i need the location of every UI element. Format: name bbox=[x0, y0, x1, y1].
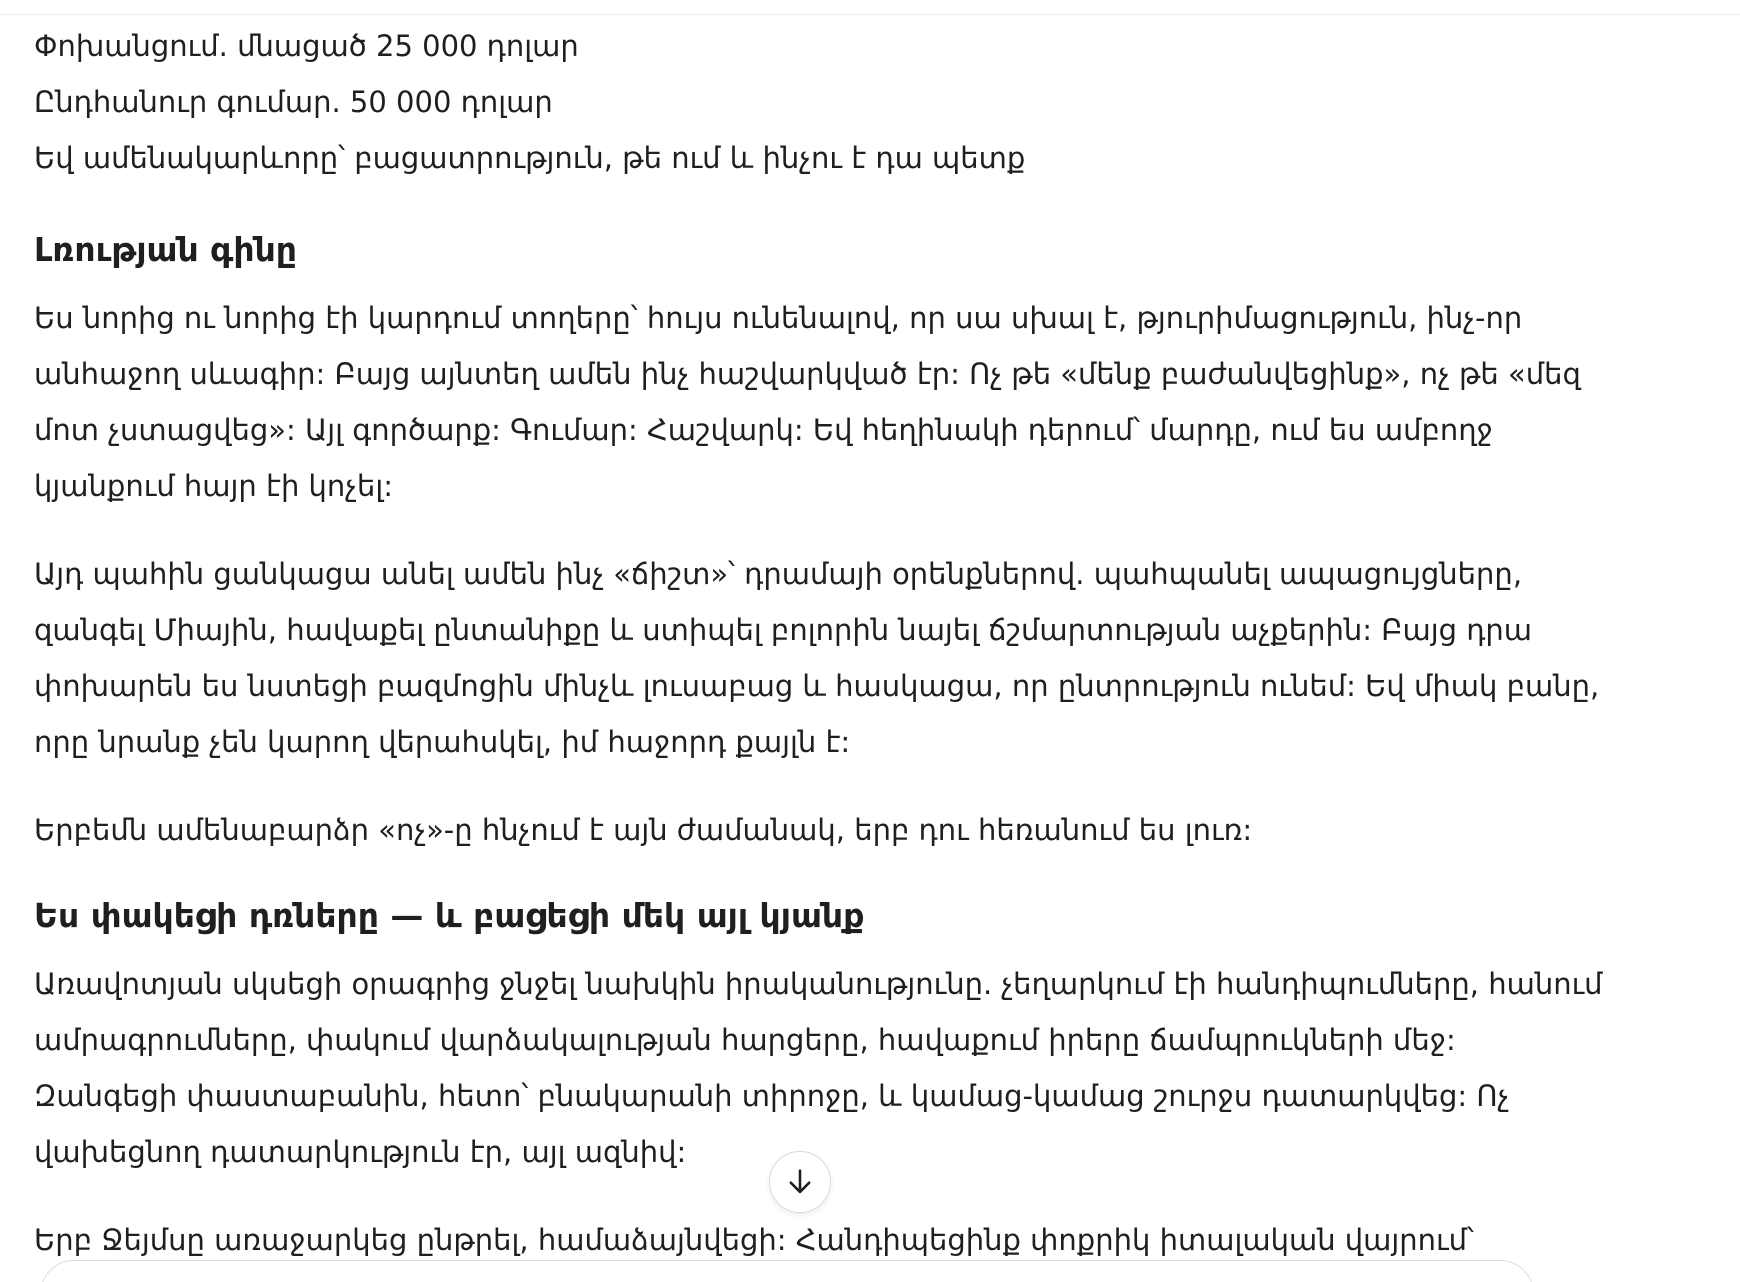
message-composer[interactable] bbox=[40, 1260, 1534, 1282]
paragraph-line: մոտ չստացվեց»: Այլ գործարք: Գումար: Հաշվարկ: Եվ հեղինակի դերում՝ մարդը, ում ես ամբողջ bbox=[34, 413, 1493, 447]
summary-line-explanation: Եվ ամենակարևորը՝ բացատրություն, թե ում և ինչու է դա պետք bbox=[34, 141, 1026, 175]
paragraph-line: Երբ Ջեյմսը առաջարկեց ընթրել, համաձայնվեցի: Հանդիպեցինք փոքրիկ իտալական վայրում՝ bbox=[34, 1223, 1474, 1257]
paragraph-line: ամրագրումները, փակում վարձակալության հարցերը, հավաքում իրերը ճամպրուկների մեջ: bbox=[34, 1023, 1456, 1057]
paragraph-line: անհաջող սևագիր: Բայց այնտեղ ամեն ինչ հաշվարկված էր: Ոչ թե «մենք բաժանվեցինք», ոչ թե «մեզ bbox=[34, 357, 1581, 391]
paragraph-line: Երբեմն ամենաբարձր «ոչ»-ը հնչում է այն ժամանակ, երբ դու հեռանում ես լուռ: bbox=[34, 813, 1253, 847]
paragraph-line: փոխարեն ես նստեցի բազմոցին մինչև լուսաբաց և հասկացա, որ ընտրություն ունեմ: Եվ միակ բանը, bbox=[34, 669, 1600, 703]
paragraph bbox=[34, 546, 1600, 770]
paragraph-line: Ես նորից ու նորից էի կարդում տողերը՝ հույս ունենալով, որ սա սխալ է, թյուրիմացություն, ինչ-որ bbox=[34, 301, 1523, 335]
paragraph bbox=[34, 802, 1594, 858]
top-divider bbox=[0, 0, 1740, 15]
paragraph bbox=[34, 956, 1603, 1180]
section-heading-price-of-silence: Լռության գինը bbox=[34, 230, 297, 269]
paragraph-line: Զանգեցի փաստաբանին, հետո՝ բնակարանի տիրոջը, և կամաց-կամաց շուրջս դատարկվեց: Ոչ bbox=[34, 1079, 1510, 1113]
paragraph-line: վախեցնող դատարկություն էր, այլ ազնիվ: bbox=[34, 1135, 687, 1169]
paragraph-line: Առավոտյան սկսեցի օրագրից ջնջել նախկին իրականությունը. չեղարկում էի հանդիպումները, հանում bbox=[34, 967, 1603, 1001]
summary-line-transfer: Փոխանցում. մնացած 25 000 դոլար bbox=[34, 29, 579, 63]
arrow-down-icon bbox=[783, 1165, 817, 1199]
paragraph-line: կյանքում հայր էի կոչել: bbox=[34, 469, 394, 503]
paragraph bbox=[34, 290, 1594, 514]
paragraph-line: զանգել Միային, հավաքել ընտանիքը և ստիպել բոլորին նայել ճշմարտության աչքերին: Բայց դրա bbox=[34, 613, 1533, 647]
paragraph-line: Այդ պահին ցանկացա անել ամեն ինչ «ճիշտ»՝ դրամայի օրենքներով. պահպանել ապացույցները, bbox=[34, 557, 1523, 591]
message-content bbox=[34, 18, 1603, 1268]
summary-line-total: Ընդհանուր գումար. 50 000 դոլար bbox=[34, 85, 553, 119]
section-heading-closed-doors: Ես փակեցի դռները — և բացեցի մեկ այլ կյանք bbox=[34, 896, 865, 935]
scroll-to-bottom-button[interactable] bbox=[769, 1151, 831, 1213]
paragraph-line: որը նրանք չեն կարող վերահսկել, իմ հաջորդ քայլն է: bbox=[34, 725, 851, 759]
